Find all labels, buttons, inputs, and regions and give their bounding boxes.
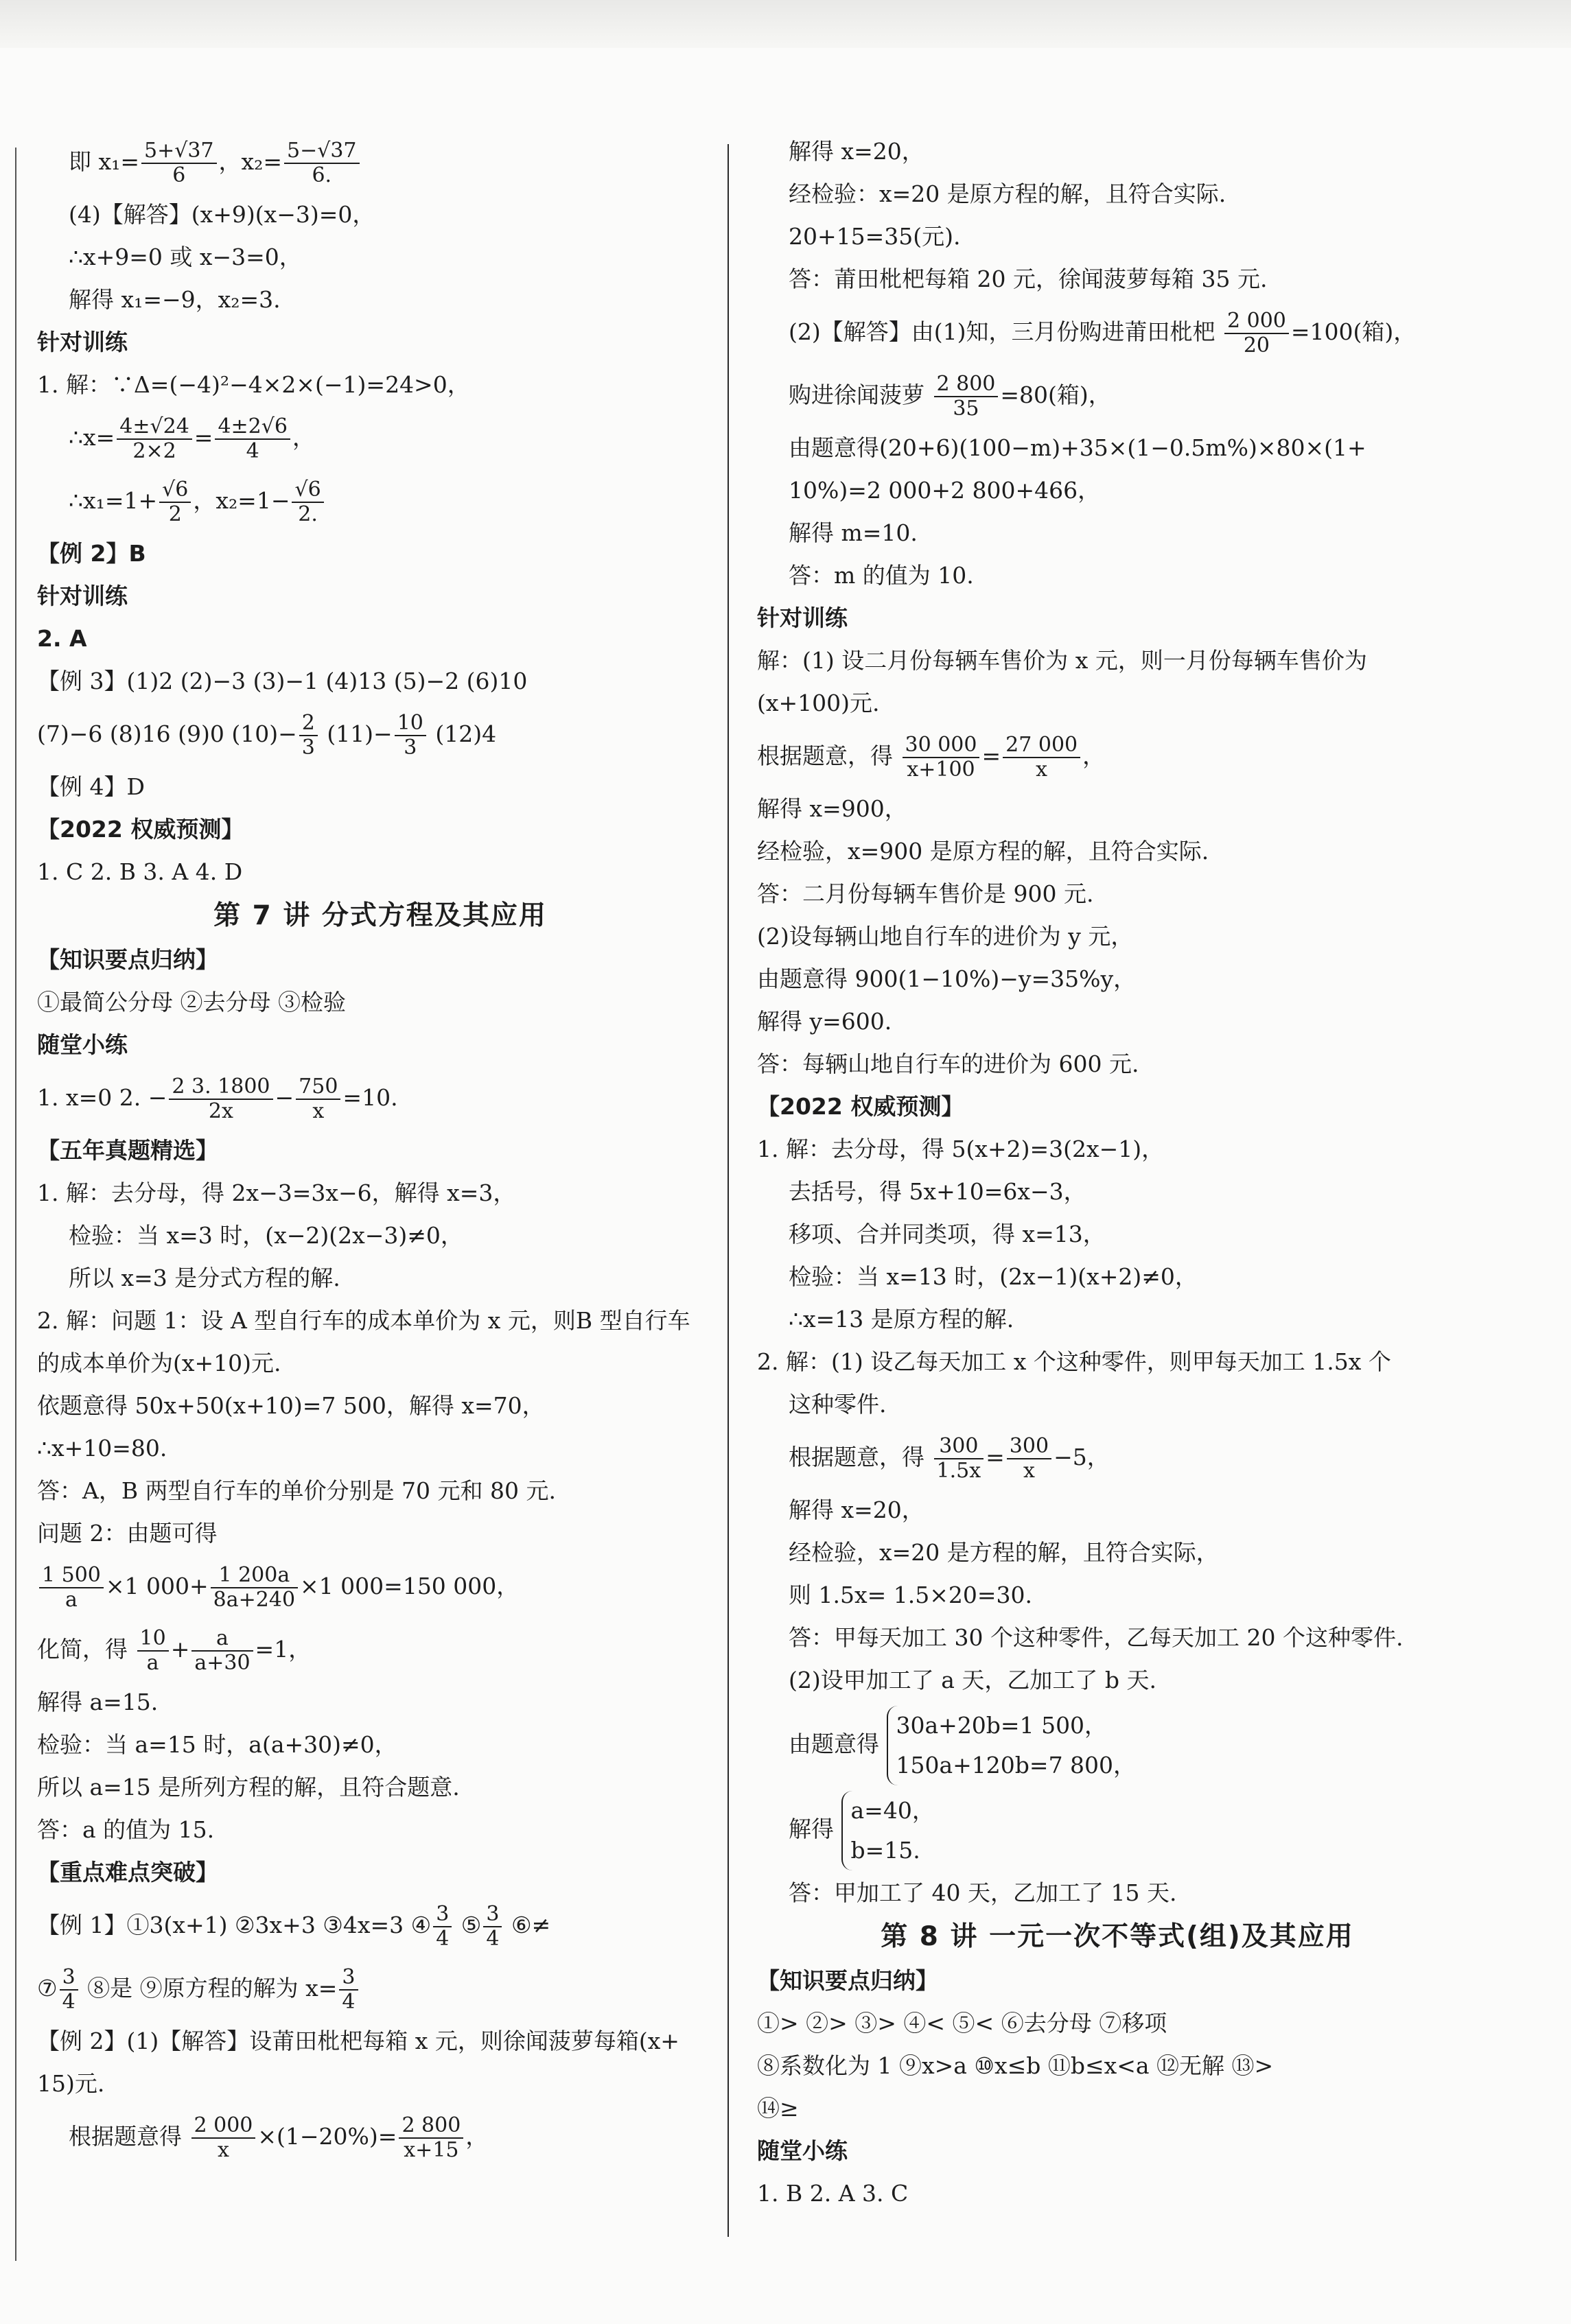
fraction: $\frac{750}{x}$ — [296, 1075, 340, 1124]
fraction: $\frac{2 000}{x}$ — [191, 2114, 256, 2163]
section-heading: 随堂小练 — [757, 2137, 848, 2164]
text-line: (2)【解答】由(1)知，三月份购进莆田枇杷 $\frac{2 000}{20}$ =100(箱)， — [789, 308, 1417, 357]
text-line: 解得 y=600. — [757, 1008, 892, 1035]
text-line: 检验：当 x=3 时，(x−2)(2x−3)≠0， — [69, 1222, 463, 1249]
fraction: $\frac{√6}{2.}$ — [292, 478, 323, 527]
fraction: $\frac{2}{3}$ — [299, 712, 318, 760]
fraction: $\frac{5+√37}{6}$ — [141, 139, 217, 188]
text-line: $\frac{1 500}{a}$ ×1 000+ $\frac{1 200a}{8a+240}$ ×1 000=150 000， — [37, 1555, 723, 1618]
equation-system: 解得 a=40， b=15. — [757, 1787, 1478, 1872]
text-line: 所以 x=3 是分式方程的解. — [69, 1265, 340, 1291]
lecture-title: 第 8 讲 一元一次不等式(组)及其应用 — [881, 1921, 1354, 1952]
text-line: (x+100)元. — [757, 690, 880, 716]
text-line: 即 x₁= $\frac{5+√37}{6}$ ，x₂= $\frac{5-√37}{6.}$ — [37, 130, 723, 193]
example-answer: 【例 1】①3(x+1) ②3x+3 ③4x=3 ④ $\frac{3}{4}$ ⑤ $\frac{3}{4}$ ⑥≠ — [37, 1901, 551, 1951]
column-divider — [728, 144, 729, 2237]
example-answer: 【例 2】B — [37, 540, 146, 567]
text-line: 答：A，B 两型自行车的单价分别是 70 元和 80 元. — [37, 1477, 557, 1504]
text-line: 10%)=2 000+2 800+466， — [789, 477, 1101, 504]
example-answer: 【例 3】(1)2 (2)−3 (3)−1 (4)13 (5)−2 (6)10 — [37, 668, 528, 694]
text-line: ①最简公分母 ②去分母 ③检验 — [37, 989, 346, 1016]
left-column — [37, 130, 723, 2168]
text-line: 购进徐闻菠萝 $\frac{2 800}{35}$ =80(箱)， — [789, 371, 1111, 421]
text-line: 经检验，x=20 是方程的解，且符合实际， — [789, 1539, 1219, 1566]
text-line: 检验：当 x=13 时，(2x−1)(x+2)≠0， — [789, 1263, 1198, 1290]
text-line: 这种零件. — [789, 1391, 887, 1418]
fraction: $\frac{300}{1.5x}$ — [934, 1435, 984, 1483]
text-line: 1. 解：去分母，得 2x−3=3x−6，解得 x=3， — [37, 1179, 516, 1206]
fraction: $\frac{2 000}{20}$ — [1224, 309, 1289, 358]
text-line: 化简，得 $\frac{10}{a}$ + $\frac{a}{a+30}$ =1， — [37, 1625, 312, 1675]
example-answer: 【例 2】(1)【解答】设莆田枇杷每箱 x 元，则徐闻菠萝每箱(x+ — [37, 2028, 679, 2054]
fraction: $\frac{3}{4}$ — [339, 1966, 358, 2015]
text-line: 15)元. — [37, 2070, 105, 2097]
text-line: 1. x=0 2. − $\frac{2 3. 1800}{2x}$ − $\frac{750}{x}$ =10. — [37, 1074, 398, 1123]
text-line: (2)设每辆山地自行车的进价为 y 元， — [757, 923, 1134, 950]
text-line: 答：莆田枇杷每箱 20 元，徐闻菠萝每箱 35 元. — [789, 266, 1268, 292]
text-line: 经检验，x=900 是原方程的解，且符合实际. — [757, 838, 1209, 865]
text-line: 的成本单价为(x+10)元. — [37, 1350, 281, 1376]
text-line: (4)【解答】(x+9)(x−3)=0， — [69, 201, 375, 228]
text-line: 答：a 的值为 15. — [37, 1816, 215, 1843]
text-line: 答：m 的值为 10. — [789, 562, 974, 589]
text-line: (7)−6 (8)16 (9)0 (10)− $\frac{2}{3}$ (11)− $\frac{10}{3}$ (12)4 — [37, 710, 497, 760]
text-line: 根据题意得 $\frac{2 000}{x}$ ×(1−20%)= $\frac{2 800}{x+15}$ ， — [69, 2113, 489, 2162]
text-line: 2. 解：(1) 设乙每天加工 x 个这种零件，则甲每天加工 1.5x 个 — [757, 1348, 1391, 1375]
section-heading: 【2022 权威预测】 — [757, 1093, 964, 1120]
section-heading: 【知识要点归纳】 — [757, 1967, 938, 1994]
text-line: ∴x₁=1+ $\frac{√6}{2}$ ，x₂=1− $\frac{√6}{2.}$ — [37, 469, 723, 532]
text-line: 去括号，得 5x+10=6x−3， — [789, 1178, 1086, 1205]
fraction: $\frac{10}{a}$ — [137, 1627, 169, 1676]
fraction: $\frac{27 000}{x}$ — [1003, 733, 1080, 782]
text-line: ∴x+9=0 或 x−3=0， — [69, 244, 302, 270]
text-line: 1. 解：∵Δ=(−4)²−4×2×(−1)=24>0， — [37, 371, 470, 398]
text-line: 1. 解：去分母，得 5(x+2)=3(2x−1)， — [757, 1136, 1165, 1162]
equation-system: 由题意得 30a+20b=1 500， 150a+120b=7 800， — [757, 1702, 1478, 1787]
fraction: $\frac{30 000}{x+100}$ — [903, 733, 980, 782]
fraction: $\frac{3}{4}$ — [483, 1903, 502, 1951]
text-line: ∴x+10=80. — [37, 1435, 167, 1462]
text-line: 1. B 2. A 3. C — [757, 2180, 909, 2207]
text-line: 由题意得 900(1−10%)−y=35%y， — [757, 965, 1137, 992]
fraction: $\frac{a}{a+30}$ — [191, 1627, 253, 1676]
section-heading: 针对训练 — [37, 583, 128, 609]
fraction: $\frac{3}{4}$ — [433, 1903, 452, 1951]
text-line: (2)设甲加工了 a 天，乙加工了 b 天. — [789, 1667, 1156, 1693]
text-line: ⑭≥ — [757, 2095, 799, 2122]
text-line: 解得 a=15. — [37, 1689, 159, 1715]
section-heading: 【2022 权威预测】 — [37, 816, 244, 843]
fraction: $\frac{2 800}{x+15}$ — [399, 2114, 463, 2163]
text-line: 解得 x=900， — [757, 795, 907, 822]
section-heading: 针对训练 — [37, 329, 128, 355]
section-heading: 针对训练 — [757, 605, 848, 631]
text-line: ①> ②> ③> ④< ⑤< ⑥去分母 ⑦移项 — [757, 2010, 1167, 2037]
text-line: 解得 m=10. — [789, 519, 918, 546]
text-line: 解得 x=20， — [789, 1496, 924, 1523]
text-line: ∴x= $\frac{4\pm√24}{2\times 2}$ = $\frac{4\pm 2√6}{4}$ ， — [69, 414, 315, 463]
text-line: 2. 解：问题 1：设 A 型自行车的成本单价为 x 元，则B 型自行车 — [37, 1307, 690, 1334]
section-heading: 【重点难点突破】 — [37, 1859, 218, 1886]
section-heading: 【知识要点归纳】 — [37, 946, 218, 973]
text-line: ⑧系数化为 1 ⑨x>a ⑩x≤b ⑪b≤x<a ⑫无解 ⑬> — [757, 2052, 1274, 2079]
text-line: 依题意得 50x+50(x+10)=7 500，解得 x=70， — [37, 1392, 545, 1419]
example-answer: 【例 4】D — [37, 773, 145, 800]
text-line: 2. A — [37, 625, 87, 652]
equation-brace: a=40， b=15. — [841, 1791, 935, 1870]
text-line: 移项、合并同类项，得 x=13， — [789, 1221, 1106, 1247]
text-line: 答：甲每天加工 30 个这种零件，乙每天加工 20 个这种零件. — [789, 1624, 1404, 1651]
binding-edge — [15, 148, 16, 2261]
text-line: 问题 2：由题可得 — [37, 1520, 218, 1547]
text-line: ∴x=13 是原方程的解. — [789, 1306, 1014, 1333]
text-line: 答：甲加工了 40 天，乙加工了 15 天. — [789, 1879, 1177, 1906]
text-line: ⑦ $\frac{3}{4}$ ⑧是 ⑨原方程的解为 x= $\frac{3}{4}$ — [37, 1957, 723, 2020]
fraction: $\frac{3}{4}$ — [60, 1966, 78, 2015]
text-line: 由题意得(20+6)(100−m)+35×(1−0.5m%)×80×(1+ — [789, 434, 1366, 461]
page-top-shadow — [0, 0, 1571, 48]
fraction: $\frac{4\pm√24}{2\times 2}$ — [117, 415, 192, 464]
right-column — [757, 130, 1478, 2215]
fraction: $\frac{300}{x}$ — [1007, 1435, 1051, 1483]
fraction: $\frac{5-√37}{6.}$ — [284, 139, 360, 188]
fraction: $\frac{2 3. 1800}{2x}$ — [169, 1075, 272, 1124]
fraction: $\frac{4\pm 2√6}{4}$ — [215, 415, 290, 464]
text-line: 则 1.5x= 1.5×20=30. — [789, 1582, 1032, 1608]
text-line: 经检验：x=20 是原方程的解，且符合实际. — [789, 180, 1226, 207]
text-line: 检验：当 a=15 时，a(a+30)≠0， — [37, 1731, 397, 1758]
fraction: $\frac{√6}{2}$ — [159, 478, 191, 527]
lecture-title: 第 7 讲 分式方程及其应用 — [213, 900, 547, 931]
fraction: $\frac{1 500}{a}$ — [39, 1564, 104, 1612]
text-line: 答：每辆山地自行车的进价为 600 元. — [757, 1051, 1139, 1077]
fraction: $\frac{1 200a}{8a+240}$ — [211, 1564, 298, 1612]
text-line: 20+15=35(元). — [789, 223, 961, 250]
section-heading: 随堂小练 — [37, 1031, 128, 1058]
equation-brace: 30a+20b=1 500， 150a+120b=7 800， — [887, 1706, 1137, 1785]
text-line: 解得 x=20， — [789, 138, 924, 165]
text-line: 根据题意，得 $\frac{30 000}{x+100}$ = $\frac{27 000}{x}$ ， — [757, 732, 1106, 782]
text-line: 解：(1) 设二月份每辆车售价为 x 元，则一月份每辆车售价为 — [757, 647, 1367, 674]
text-line: 答：二月份每辆车售价是 900 元. — [757, 880, 1094, 907]
fraction: $\frac{2 800}{35}$ — [934, 373, 999, 421]
text-line: 解得 x₁=−9，x₂=3. — [69, 286, 281, 313]
fraction: $\frac{10}{3}$ — [395, 712, 426, 760]
section-heading: 【五年真题精选】 — [37, 1137, 218, 1164]
text-line: 所以 a=15 是所列方程的解，且符合题意. — [37, 1774, 460, 1800]
text-line: 根据题意，得 $\frac{300}{1.5x}$ = $\frac{300}{x}$ −5， — [789, 1433, 1110, 1483]
text-line: 1. C 2. B 3. A 4. D — [37, 858, 243, 885]
